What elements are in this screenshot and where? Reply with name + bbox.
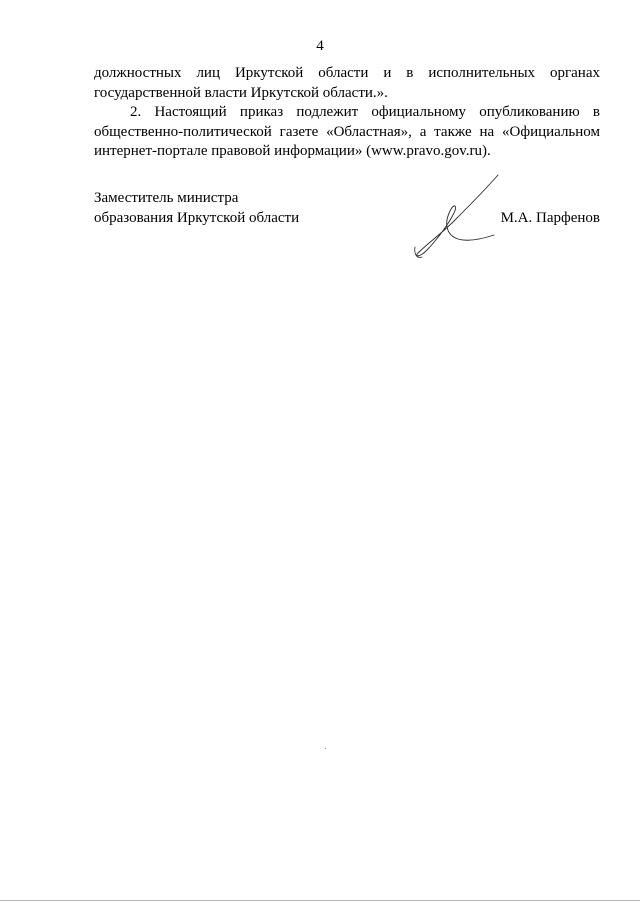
page-number: 4 [316,38,324,54]
signer-title [94,189,299,228]
handwritten-signature [412,173,512,259]
scan-speck [325,748,326,749]
paragraph-item-2: 2. Настоящий приказ подлежит официальному опубликованию в общественно-политической газете «Областная», а также на «Официальном интернет-портале правовой информации» (www.pravo.gov.ru). [94,104,600,159]
continuation-paragraph: должностных лиц Иркутской области и в исполнительных органах государственной власти Иркутской области.». [94,65,600,101]
document-body [94,64,600,162]
signer-name: М.А. Парфенов [500,209,600,226]
signer-title-line-1: Заместитель министра [94,190,239,206]
page-bottom-edge [0,900,640,901]
signer-title-line-2: образования Иркутской области [94,209,300,226]
signature-block [94,189,600,269]
